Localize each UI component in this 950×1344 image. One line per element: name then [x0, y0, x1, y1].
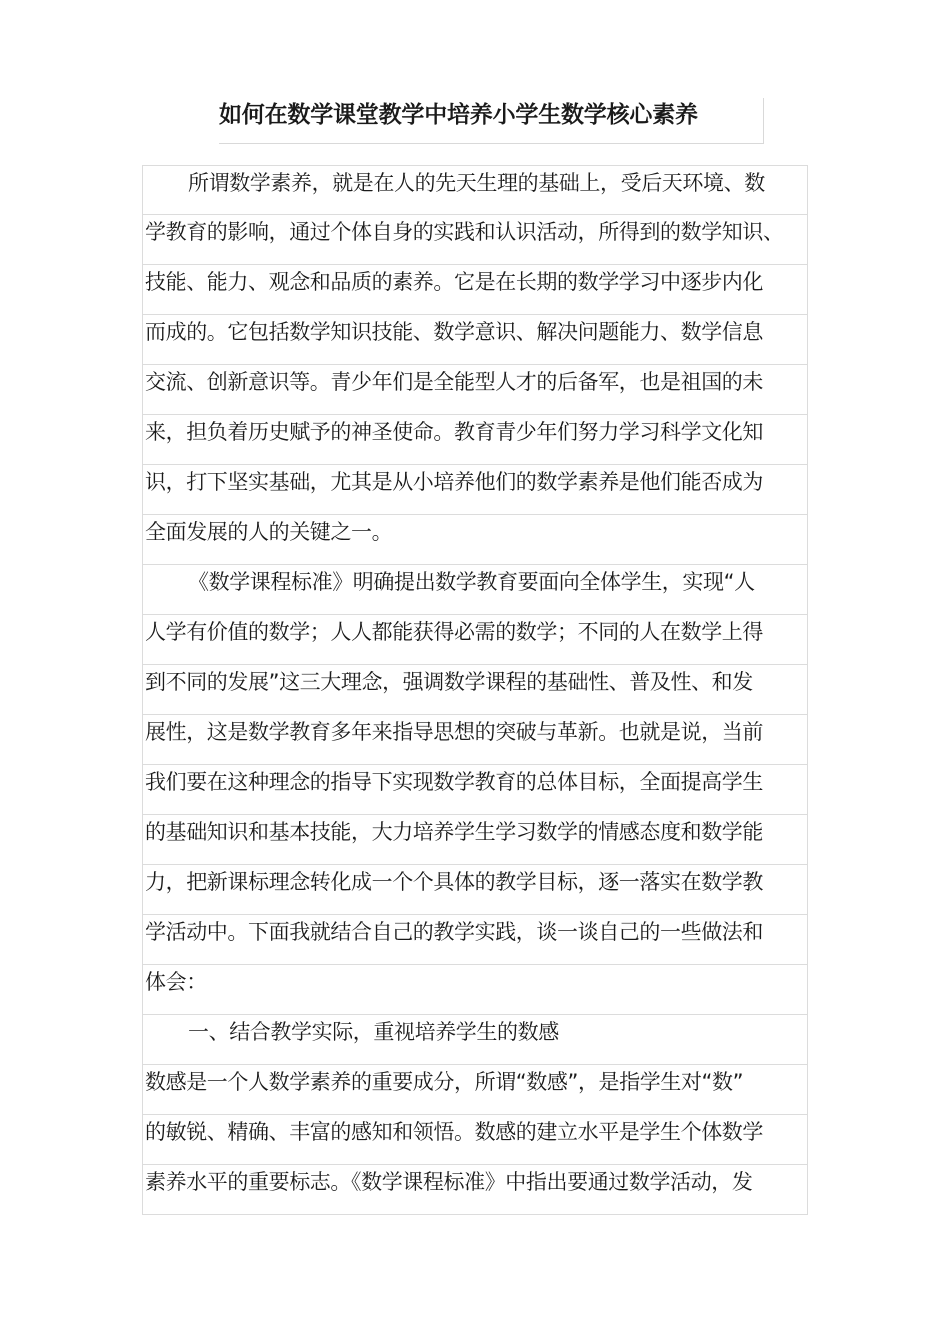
text-line-6: 来，担负着历史赋予的神圣使命。教育青少年们努力学习科学文化知 — [142, 415, 808, 465]
text-line-11: 到不同的发展”这三大理念，强调数学课程的基础性、普及性、和发 — [142, 665, 808, 715]
section-heading-1: 一、结合教学实际，重视培养学生的数感 — [142, 1015, 808, 1065]
text-line-10: 人学有价值的数学；人人都能获得必需的数学；不同的人在数学上得 — [142, 615, 808, 665]
text-line-15: 力，把新课标理念转化成一个个具体的教学目标，逐一落实在数学教 — [142, 865, 808, 915]
document-title: 如何在数学课堂教学中培养小学生数学核心素养 — [219, 98, 764, 144]
text-line-19: 数感是一个人数学素养的重要成分，所谓“数感”，是指学生对“数” — [142, 1065, 808, 1115]
text-line-9: 《数学课程标准》明确提出数学教育要面向全体学生，实现“人 — [142, 565, 808, 615]
text-line-5: 交流、创新意识等。青少年们是全能型人才的后备军，也是祖国的未 — [142, 365, 808, 415]
text-line-17: 体会： — [142, 965, 808, 1015]
text-line-2: 学教育的影响，通过个体自身的实践和认识活动，所得到的数学知识、 — [142, 215, 808, 265]
text-line-20: 的敏锐、精确、丰富的感知和领悟。数感的建立水平是学生个体数学 — [142, 1115, 808, 1165]
text-line-1: 所谓数学素养，就是在人的先天生理的基础上，受后天环境、数 — [142, 165, 808, 215]
text-line-14: 的基础知识和基本技能，大力培养学生学习数学的情感态度和数学能 — [142, 815, 808, 865]
text-line-3: 技能、能力、观念和品质的素养。它是在长期的数学学习中逐步内化 — [142, 265, 808, 315]
text-line-7: 识，打下坚实基础，尤其是从小培养他们的数学素养是他们能否成为 — [142, 465, 808, 515]
text-line-21: 素养水平的重要标志。《数学课程标准》中指出要通过数学活动，发 — [142, 1165, 808, 1215]
text-line-8: 全面发展的人的关键之一。 — [142, 515, 808, 565]
text-line-12: 展性，这是数学教育多年来指导思想的突破与革新。也就是说，当前 — [142, 715, 808, 765]
text-line-4: 而成的。它包括数学知识技能、数学意识、解决问题能力、数学信息 — [142, 315, 808, 365]
text-line-16: 学活动中。下面我就结合自己的教学实践，谈一谈自己的一些做法和 — [142, 915, 808, 965]
text-line-13: 我们要在这种理念的指导下实现数学教育的总体目标，全面提高学生 — [142, 765, 808, 815]
